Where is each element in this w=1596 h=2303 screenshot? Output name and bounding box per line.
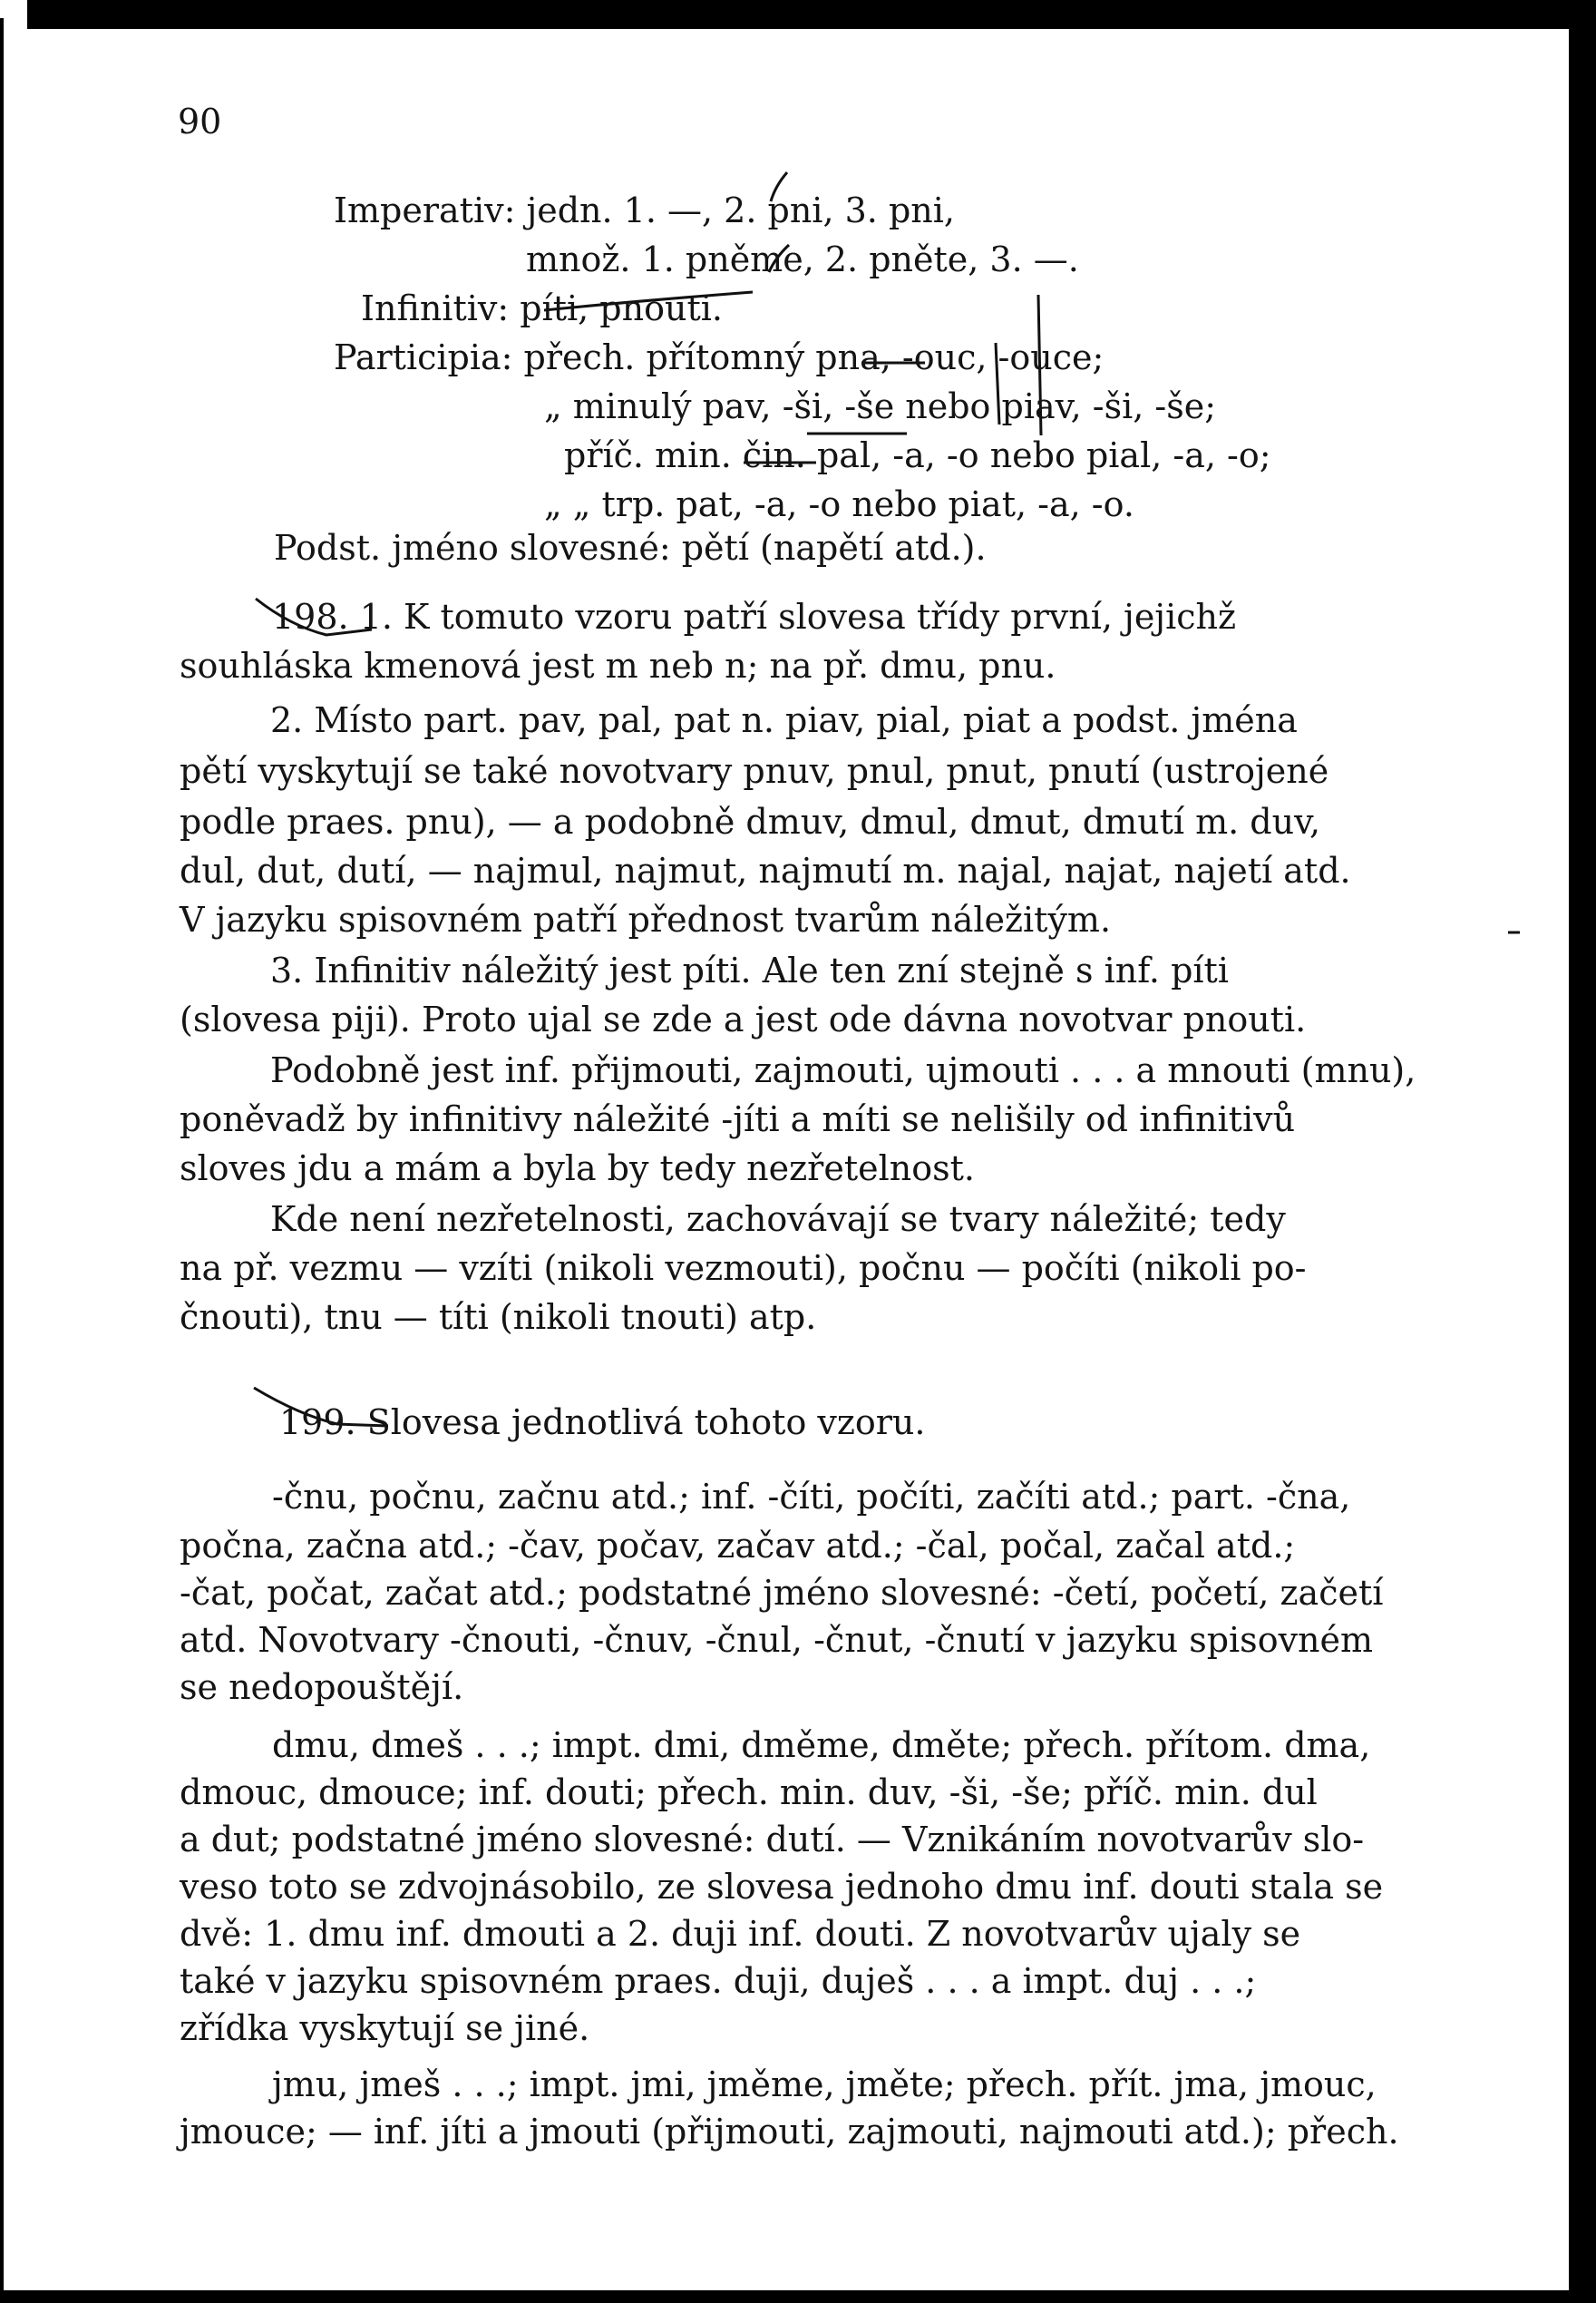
text-line: sloves jdu a mám a byla by tedy nezřetelnost. [180, 1148, 975, 1188]
text-line: (slovesa piji). Proto ujal se zde a jest ode dávna novotvar pnouti. [180, 1000, 1307, 1039]
text-line: dmu, dmeš . . .; impt. dmi, dměme, dměte; přech. přítom. dma, [272, 1725, 1371, 1765]
text-line: a dut; podstatné jméno slovesné: dutí. — Vznikáním novotvarův slo- [180, 1820, 1365, 1859]
text-line: veso toto se zdvojnásobilo, ze slovesa jednoho dmu inf. douti stala se [180, 1867, 1384, 1907]
text-line: počna, začna atd.; -čav, počav, začav atd.; -čal, počal, začal atd.; [180, 1526, 1296, 1566]
text-line: jmu, jmeš . . .; impt. jmi, jměme, jměte; přech. přít. jma, jmouc, [272, 2064, 1377, 2104]
text-line: Infinitiv: píti, pnouti. [361, 288, 723, 328]
text-line: čnouti), tnu — títi (nikoli tnouti) atp. [180, 1297, 817, 1337]
text-line: také v jazyku spisovném praes. duji, duješ . . . a impt. duj . . .; [180, 1961, 1257, 2001]
text-line: dmouc, dmouce; inf. douti; přech. min. duv, -ši, -še; příč. min. dul [180, 1772, 1318, 1812]
text-line: „ minulý pav, -ši, -še nebo piav, -ši, -še; [544, 386, 1217, 426]
text-line: příč. min. čin. pal, -a, -o nebo pial, -a, -o; [564, 435, 1271, 475]
text-line: 3. Infinitiv náležitý jest píti. Ale ten zní stejně s inf. píti [270, 951, 1229, 990]
text-line: poněvadž by infinitivy náležité -jíti a míti se nelišily od infinitivů [180, 1099, 1296, 1139]
text-line: dvě: 1. dmu inf. dmouti a 2. duji inf. douti. Z novotvarův ujaly se [180, 1914, 1301, 1954]
paragraph-198-heading: 198. 1. K tomuto vzoru patří slovesa třídy první, jejichž [272, 597, 1237, 637]
text-line: -čnu, počnu, začnu atd.; inf. -číti, počíti, začíti atd.; part. -čna, [272, 1477, 1351, 1517]
text-line: jmouce; — inf. jíti a jmouti (přijmouti, zajmouti, najmouti atd.); přech. [180, 2112, 1399, 2152]
text-line: dul, dut, dutí, — najmul, najmut, najmutí m. najal, najat, najetí atd. [180, 851, 1351, 891]
text-line: podle praes. pnu), — a podobně dmuv, dmul, dmut, dmutí m. duv, [180, 802, 1321, 842]
text-line: Podobně jest inf. přijmouti, zajmouti, ujmouti . . . a mnouti (mnu), [270, 1050, 1416, 1090]
text-line: „ „ trp. pat, -a, -o nebo piat, -a, -o. [544, 484, 1134, 524]
text-line: Imperativ: jedn. 1. —, 2. pni, 3. pni, [334, 190, 955, 230]
paragraph-199-heading: 199. Slovesa jednotlivá tohoto vzoru. [279, 1402, 926, 1442]
text-line: Podst. jméno slovesné: pětí (napětí atd.). [274, 528, 987, 568]
text-line: 2. Místo part. pav, pal, pat n. piav, pial, piat a podst. jména [270, 700, 1298, 740]
text-line: souhláska kmenová jest m neb n; na př. dmu, pnu. [180, 646, 1056, 686]
text-line: se nedopouštějí. [180, 1667, 464, 1707]
text-line: Participia: přech. přítomný pna, -ouc, -ouce; [334, 337, 1105, 377]
text-line: na př. vezmu — vzíti (nikoli vezmouti), počnu — počíti (nikoli po- [180, 1248, 1307, 1288]
page-number: 90 [178, 102, 222, 141]
text-line: V jazyku spisovném patří přednost tvarům náležitým. [180, 900, 1112, 940]
text-line: zřídka vyskytují se jiné. [180, 2008, 590, 2048]
text-line: množ. 1. pněme, 2. pněte, 3. —. [526, 239, 1079, 279]
text-line: Kde není nezřetelnosti, zachovávají se tvary náležité; tedy [270, 1199, 1286, 1239]
text-line: atd. Novotvary -čnouti, -čnuv, -čnul, -čnut, -čnutí v jazyku spisovném [180, 1620, 1374, 1660]
text-line: -čat, počat, začat atd.; podstatné jméno slovesné: -četí, početí, začetí [180, 1573, 1384, 1613]
text-line: pětí vyskytují se také novotvary pnuv, pnul, pnut, pnutí (ustrojené [180, 751, 1329, 791]
